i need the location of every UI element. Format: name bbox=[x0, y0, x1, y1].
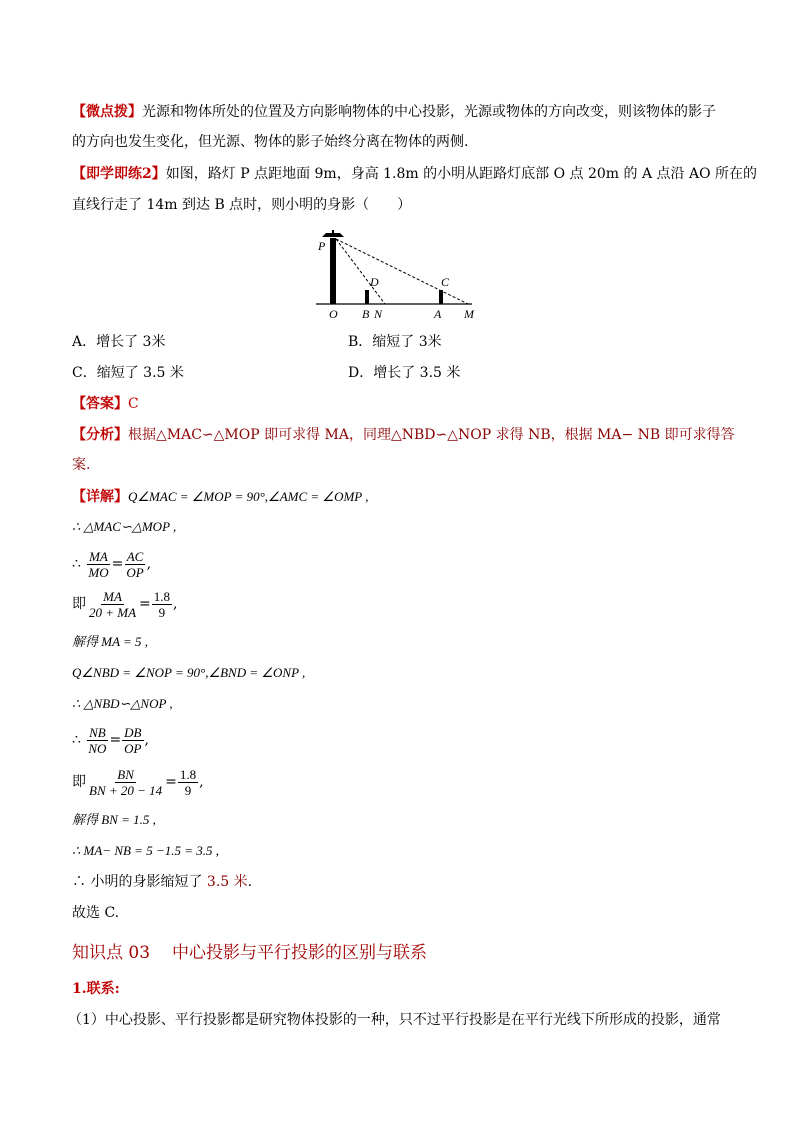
label-o: O bbox=[329, 307, 338, 321]
therefore-symbol: ∴ bbox=[72, 732, 81, 748]
numerator: MA bbox=[103, 588, 122, 604]
conclusion-text: ∴ 小明的身影缩短了 bbox=[72, 874, 207, 890]
detail-tag: 【详解】 bbox=[72, 489, 128, 505]
tip-line-1 bbox=[72, 102, 716, 122]
exercise-line-1 bbox=[72, 164, 757, 184]
answer-line bbox=[72, 394, 139, 414]
conclusion-value: 3.5 米 bbox=[206, 874, 248, 890]
detail-step-4: 即 $\frac{MA}{20 + MA}$ = $\frac{1.8}{9}$ , bbox=[72, 588, 178, 620]
analysis-line-2: 案. bbox=[72, 457, 91, 473]
analysis-tag: 【分析】 bbox=[72, 427, 128, 443]
label-m: M bbox=[464, 307, 474, 321]
detail-step-3: ∴ $\frac{MA}{MO}$ = $\frac{AC}{OP}$ , bbox=[72, 548, 152, 580]
tip-tag: 【微点拨】 bbox=[72, 104, 142, 120]
numerator: 1.8 bbox=[153, 588, 171, 604]
fraction-ac-op bbox=[124, 549, 145, 580]
detail-step-6: Q∠NBD = ∠NOP = 90°,∠BND = ∠ONP , bbox=[72, 665, 306, 680]
detail-step-2: ∴ △MAC∽△MOP , bbox=[72, 519, 177, 534]
numerator: DB bbox=[124, 724, 142, 740]
label-a: A bbox=[434, 307, 442, 321]
fraction-18-9 bbox=[178, 767, 198, 798]
ji-prefix: 即 bbox=[72, 774, 86, 790]
exercise-tag: 【即学即练2】 bbox=[72, 166, 166, 182]
option-c: C．缩短了 3.5 米 bbox=[72, 365, 184, 381]
numerator: BN bbox=[117, 766, 134, 782]
denominator: OP bbox=[124, 740, 142, 756]
comma: , bbox=[144, 732, 149, 748]
label-d: D bbox=[370, 275, 379, 289]
analysis-line-1 bbox=[72, 425, 735, 445]
analysis-text-1: 根据△MAC∽△MOP 即可求得 MA，同理△NBD∽△NOP 求得 NB，根据 MA− NB 即可求得答 bbox=[128, 427, 735, 443]
denominator: 9 bbox=[158, 604, 166, 620]
detail-step-7: ∴ △NBD∽△NOP , bbox=[72, 696, 173, 711]
numerator: AC bbox=[126, 548, 144, 564]
section-heading bbox=[72, 938, 427, 963]
fraction-bn-expr bbox=[87, 767, 164, 798]
denominator: 20 + MA bbox=[89, 604, 137, 620]
detail-step-13: 故选 C. bbox=[72, 905, 120, 921]
detail-step-12 bbox=[72, 872, 252, 892]
ji-prefix: 即 bbox=[72, 596, 86, 612]
comma: , bbox=[199, 774, 204, 790]
fraction-18-9 bbox=[152, 589, 172, 620]
denominator: NO bbox=[88, 740, 107, 756]
option-a: A．增长了 3米 bbox=[72, 334, 166, 350]
denominator: MO bbox=[88, 564, 109, 580]
denominator: OP bbox=[126, 564, 144, 580]
fraction-db-op bbox=[122, 725, 143, 756]
option-d: D．增长了 3.5 米 bbox=[348, 365, 461, 381]
option-b: B．缩短了 3米 bbox=[348, 334, 442, 350]
exercise-line-2: 直线行走了 14m 到达 B 点时，则小明的身影（ ） bbox=[72, 197, 412, 213]
detail-step-11: ∴ MA− NB = 5 −1.5 = 3.5 , bbox=[72, 843, 219, 858]
exercise-text-1: 如图，路灯 P 点距地面 9m，身高 1.8m 的小明从距路灯底部 O 点 20m 的 A 点沿 AO 所在的 bbox=[165, 166, 758, 182]
detail-step-10: 解得 BN = 1.5 , bbox=[72, 812, 156, 827]
tip-text-1: 光源和物体所处的位置及方向影响物体的中心投影，光源或物体的方向改变，则该物体的影子 bbox=[142, 104, 716, 120]
label-b: B bbox=[362, 307, 370, 321]
numerator: 1.8 bbox=[179, 766, 197, 782]
comma: , bbox=[173, 596, 178, 612]
numerator: NB bbox=[89, 724, 106, 740]
fraction-ma-20ma bbox=[87, 589, 138, 620]
detail-step-9: 即 $\frac{BN}{BN + 20 - 14}$ = $\frac{1.8}{9}$ , bbox=[72, 766, 204, 798]
fraction-nb-no bbox=[86, 725, 108, 756]
section-title: 中心投影与平行投影的区别与联系 bbox=[172, 943, 428, 963]
denominator: 9 bbox=[184, 782, 192, 798]
answer-tag: 【答案】 bbox=[72, 396, 128, 412]
detail-step-8: ∴ $\frac{NB}{NO}$ = $\frac{DB}{OP}$ , bbox=[72, 724, 149, 756]
detail-step-5: 解得 MA = 5 , bbox=[72, 634, 149, 649]
period: . bbox=[247, 874, 253, 890]
tip-line-2: 的方向也发生变化，但光源、物体的影子始终分离在物体的两侧. bbox=[72, 134, 469, 150]
detail-step-1: Q∠MAC = ∠MOP = 90°,∠AMC = ∠OMP , bbox=[128, 489, 369, 504]
comma: , bbox=[146, 556, 152, 572]
detail-line-1 bbox=[72, 487, 369, 507]
answer-value: C bbox=[128, 396, 139, 412]
label-p: P bbox=[318, 239, 326, 253]
label-n: N bbox=[374, 307, 383, 321]
paragraph-1: （1）中心投影、平行投影都是研究物体投影的一种，只不过平行投影是在平行光线下所形成的投影，通常 bbox=[68, 1012, 721, 1028]
streetlight-figure bbox=[300, 226, 490, 322]
therefore-symbol: ∴ bbox=[72, 556, 81, 572]
link-heading: 1.联系: bbox=[72, 981, 120, 997]
fraction-ma-mo bbox=[86, 549, 110, 580]
label-c: C bbox=[441, 275, 450, 289]
numerator: MA bbox=[89, 548, 108, 564]
denominator: BN + 20 − 14 bbox=[89, 782, 163, 798]
section-number: 知识点 03 bbox=[72, 943, 151, 963]
